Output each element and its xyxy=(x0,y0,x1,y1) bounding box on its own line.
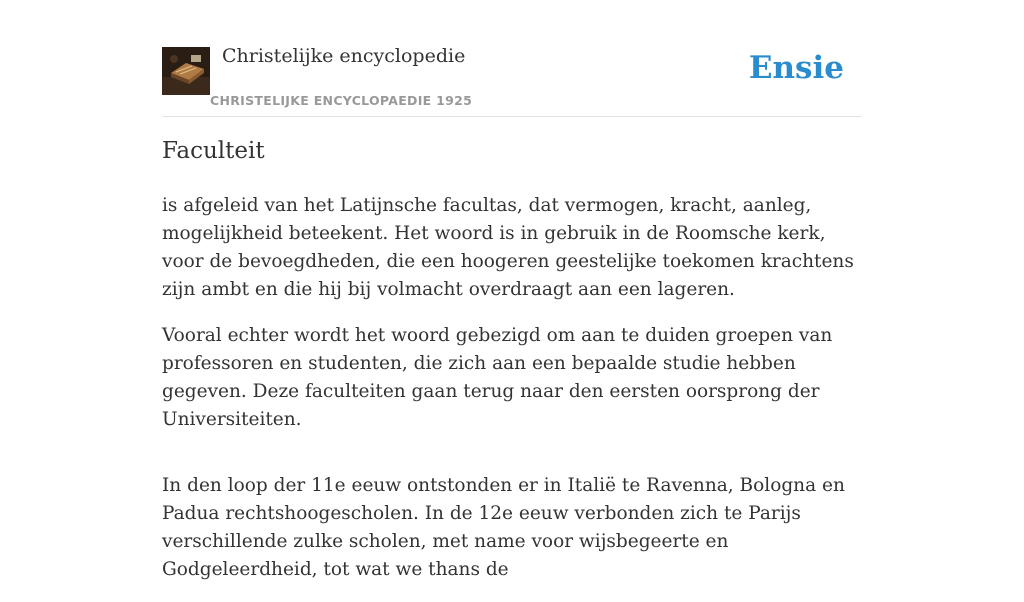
article-title: Faculteit xyxy=(162,138,265,164)
article-paragraph: Vooral echter wordt het woord gebezigd om aan te duiden groepen van professoren en studenten, die zich aan een bepaalde studie hebben gegeven. Deze faculteiten gaan terug naar den eersten oorsprong der Universiteiten. xyxy=(162,325,833,430)
article-paragraph: In den loop der 11e eeuw ontstonden er in Italië te Ravenna, Bologna en Padua rechtshoogescholen. In de 12e eeuw verbonden zich te Parijs verschillende zulke scholen, met name voor wijsbegeerte en Godgeleerdheid, tot wat we thans de xyxy=(162,475,845,580)
ensie-logo[interactable]: Ensie xyxy=(748,50,844,86)
site-header xyxy=(162,0,862,117)
site-title[interactable]: Christelijke encyclopedie xyxy=(222,45,466,67)
encyclopedia-avatar[interactable] xyxy=(162,47,210,95)
article-paragraph: is afgeleid van het Latijnsche facultas, dat vermogen, kracht, aanleg, mogelijkheid beteekent. Het woord is in gebruik in de Roomsche kerk, voor de bevoegdheden, die een hoogeren geestelijke toekomen krachtens zijn ambt en die hij bij volmacht overdraagt aan een lageren. xyxy=(162,195,854,300)
site-subtitle[interactable]: CHRISTELIJKE ENCYCLOPAEDIE 1925 xyxy=(210,93,473,108)
article-body xyxy=(162,192,862,602)
book-thumbnail-icon xyxy=(162,47,210,95)
